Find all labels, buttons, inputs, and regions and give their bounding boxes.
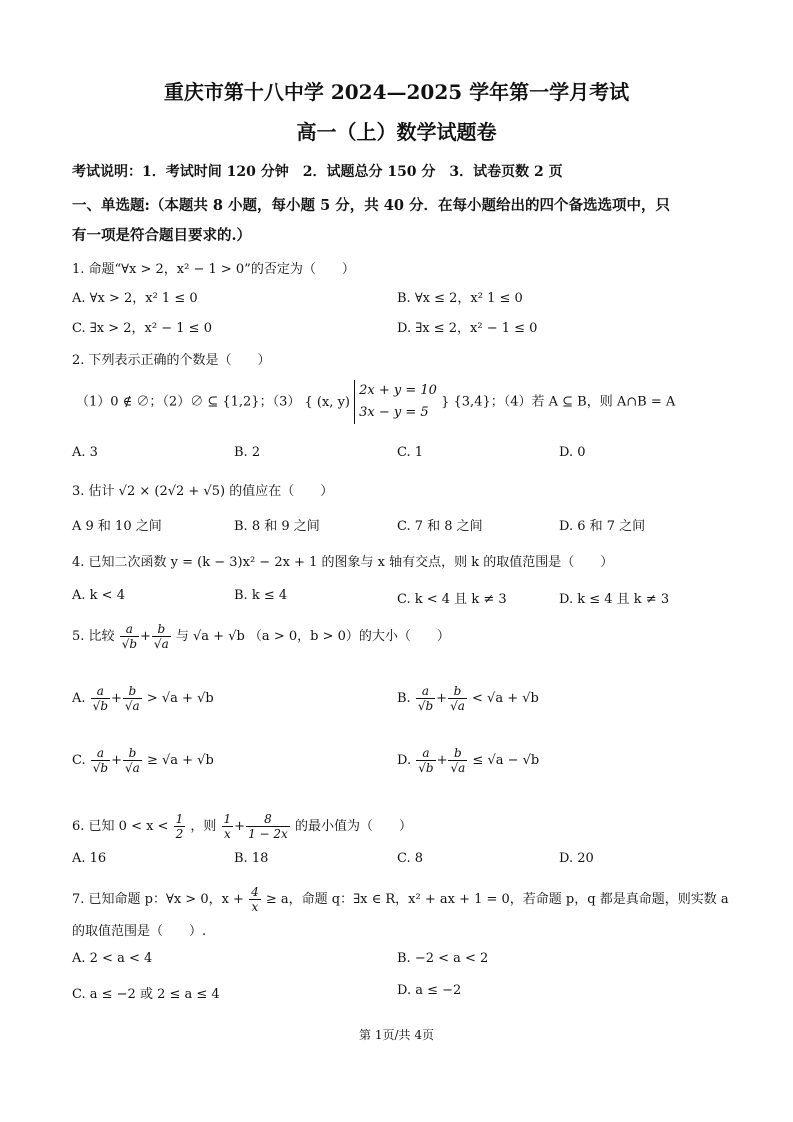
- question-3-option-d: D. 6 和 7 之间: [559, 519, 646, 534]
- question-5-option-d: D. $\frac{a}{√b}$ + $\frac{b}{√a}$ ≤ √a − √b: [397, 746, 540, 775]
- question-6-option-a: A. 16: [72, 851, 107, 866]
- exam-subtitle: 高一（上）数学试题卷: [296, 120, 497, 144]
- question-2-stem: 2. 下列表示正确的个数是（ ）: [72, 353, 271, 368]
- question-2-line: [76, 380, 675, 424]
- question-4-option-a: A. k < 4: [72, 588, 125, 603]
- denominator: √b: [121, 637, 138, 651]
- question-5-option-b: B. $\frac{a}{√b}$ + $\frac{b}{√a}$ < √a + √b: [397, 684, 539, 713]
- question-2-items: （1）0 ∉ ∅；（2）∅ ⊆ {1,2}；（3）: [76, 394, 301, 410]
- denominator: √b: [92, 699, 108, 713]
- option-letter: B.: [397, 691, 411, 706]
- relation: ≥ √a + √b: [146, 753, 214, 768]
- question-2-option-c: C. 1: [397, 445, 424, 460]
- question-5-option-a: A. $\frac{a}{√b}$ + $\frac{b}{√a}$ > √a + √b: [72, 684, 214, 713]
- section-heading-line2: 有一项是符合题目要求的.）: [72, 227, 252, 244]
- set-brace: { (x, y): [304, 394, 350, 410]
- question-7-option-d: D. a ≤ −2: [397, 983, 462, 998]
- question-6-option-b: B. 18: [234, 851, 269, 866]
- denominator: √b: [92, 761, 109, 775]
- fraction: [448, 684, 467, 713]
- fraction: [123, 684, 142, 713]
- question-7-stem: [72, 885, 729, 914]
- question-6-option-c: C. 8: [397, 851, 424, 866]
- question-4-option-c: C. k < 4 且 k ≠ 3: [397, 592, 507, 607]
- question-7-stem-pre: 7. 已知命题 p：∀x > 0，x +: [72, 892, 244, 907]
- question-1-option-d: D. ∃x ≤ 2，x² − 1 ≤ 0: [397, 321, 538, 336]
- question-6-stem-post: 的最小值为（ ）: [294, 819, 412, 834]
- question-4-option-b: B. k ≤ 4: [234, 588, 288, 603]
- numerator: b: [454, 746, 462, 760]
- fraction-four-over-x: [249, 885, 261, 914]
- denominator: x: [222, 826, 234, 841]
- page-footer: 第 1页/共 4页: [359, 1028, 434, 1042]
- fraction-one-over-x: [222, 812, 234, 841]
- question-1-option-c: C. ∃x > 2，x² − 1 ≤ 0: [72, 321, 212, 336]
- denominator: 1 − 2x: [248, 827, 288, 841]
- question-3-option-a: A 9 和 10 之间: [72, 519, 162, 534]
- question-3-option-c: C. 7 和 8 之间: [397, 519, 483, 534]
- option-letter: C.: [72, 753, 86, 768]
- question-5-option-c: C. $\frac{a}{√b}$ + $\frac{b}{√a}$ ≥ √a + √b: [72, 746, 214, 775]
- fraction-one-half: [174, 812, 186, 841]
- option-letter: A.: [72, 691, 86, 706]
- section-heading-line1: 一、单选题:（本题共 8 小题，每小题 5 分，共 40 分．在每小题给出的四个备选选项中，只: [72, 197, 670, 214]
- set-close-brace: }: [441, 394, 450, 410]
- question-7-option-c: C. a ≤ −2 或 2 ≤ a ≤ 4: [72, 987, 220, 1002]
- option-letter: D.: [397, 753, 412, 768]
- question-2-tail: {3,4}；（4）若 A ⊆ B，则 A∩B = A: [453, 394, 676, 410]
- question-1-option-b: B. ∀x ≤ 2，x² 1 ≤ 0: [397, 291, 523, 306]
- numerator: 4: [251, 885, 259, 899]
- question-4-stem: 4. 已知二次函数 y = (k − 3)x² − 2x + 1 的图象与 x 轴有交点，则 k 的取值范围是（ ）: [72, 555, 614, 570]
- question-6-stem: 6. 已知 0 < x < $\frac{1}{2}$ ，则 $\frac{1}{x}$ + $\frac{8}{1 - 2x}$ 的最小值为（ ）: [72, 812, 412, 841]
- denominator: 2: [175, 827, 184, 841]
- question-6-stem-mid: ，则: [190, 819, 217, 834]
- question-3-option-b: B. 8 和 9 之间: [234, 519, 320, 534]
- question-7-stem-line2: 的取值范围是（ ）.: [72, 924, 207, 939]
- numerator: 1: [175, 812, 184, 826]
- numerator: a: [422, 746, 430, 760]
- fraction-a-over-sqrt-b: [120, 622, 139, 651]
- question-5-stem: 5. 比较 $\frac{a}{√b}$ + $\frac{b}{√a}$ 与 √a + √b （a > 0，b > 0）的大小（ ）: [72, 622, 450, 651]
- fraction: [123, 746, 142, 775]
- numerator: b: [157, 622, 166, 636]
- denominator: √a: [125, 761, 140, 775]
- question-4-option-d: D. k ≤ 4 且 k ≠ 3: [559, 592, 670, 607]
- equation-2: 3x − y = 5: [359, 405, 429, 420]
- numerator: b: [128, 746, 137, 760]
- question-6-stem-pre: 6. 已知 0 < x <: [72, 819, 169, 834]
- equation-1: 2x + y = 10: [359, 383, 437, 398]
- question-2-option-d: D. 0: [559, 445, 586, 460]
- fraction-eight-over-1-2x: [246, 812, 290, 841]
- exam-title: 重庆市第十八中学 2024—2025 学年第一学月考试: [163, 80, 630, 104]
- numerator: a: [421, 684, 430, 698]
- relation: < √a + √b: [472, 691, 539, 706]
- question-5-stem-pre: 5. 比较: [72, 629, 115, 644]
- equation-system: [354, 380, 437, 424]
- fraction: [416, 746, 435, 775]
- numerator: a: [96, 746, 104, 760]
- relation: > √a + √b: [146, 691, 214, 706]
- exam-note: 考试说明：1．考试时间 120 分钟 2．试题总分 150 分 3．试卷页数 2 页: [72, 164, 563, 180]
- question-2-option-a: A. 3: [72, 445, 98, 460]
- question-7-option-a: A. 2 < a < 4: [72, 951, 153, 966]
- fraction-b-over-sqrt-a: [152, 622, 171, 651]
- fraction: [416, 684, 435, 713]
- question-6-option-d: D. 20: [559, 851, 594, 866]
- question-2-option-b: B. 2: [234, 445, 261, 460]
- numerator: a: [96, 684, 104, 698]
- question-1-stem: 1. 命题“∀x > 2，x² − 1 > 0”的否定为（ ）: [72, 262, 355, 277]
- numerator: a: [125, 622, 133, 636]
- numerator: b: [128, 684, 137, 698]
- denominator: √a: [450, 761, 466, 775]
- fraction: [91, 684, 110, 713]
- numerator: 1: [223, 812, 232, 826]
- denominator: x: [249, 899, 261, 914]
- denominator: √a: [450, 699, 465, 713]
- denominator: √b: [417, 699, 434, 713]
- fraction: [91, 746, 110, 775]
- relation: ≤ √a − √b: [472, 753, 540, 768]
- numerator: b: [453, 684, 462, 698]
- question-1-option-a: A. ∀x > 2，x² 1 ≤ 0: [72, 291, 198, 306]
- question-7-stem-post: ≥ a，命题 q：∃x ∈ R，x² + ax + 1 = 0，若命题 p，q 都是真命题，则实数 a: [265, 892, 729, 907]
- numerator: 8: [264, 812, 272, 826]
- denominator: √b: [418, 761, 434, 775]
- fraction: [448, 746, 467, 775]
- denominator: √a: [153, 637, 169, 651]
- question-5-stem-post: 与 √a + √b （a > 0，b > 0）的大小（ ）: [175, 629, 450, 644]
- question-7-option-b: B. −2 < a < 2: [397, 951, 489, 966]
- question-3-stem: 3. 估计 √2 × (2√2 + √5) 的值应在（ ）: [72, 484, 334, 499]
- denominator: √a: [124, 699, 140, 713]
